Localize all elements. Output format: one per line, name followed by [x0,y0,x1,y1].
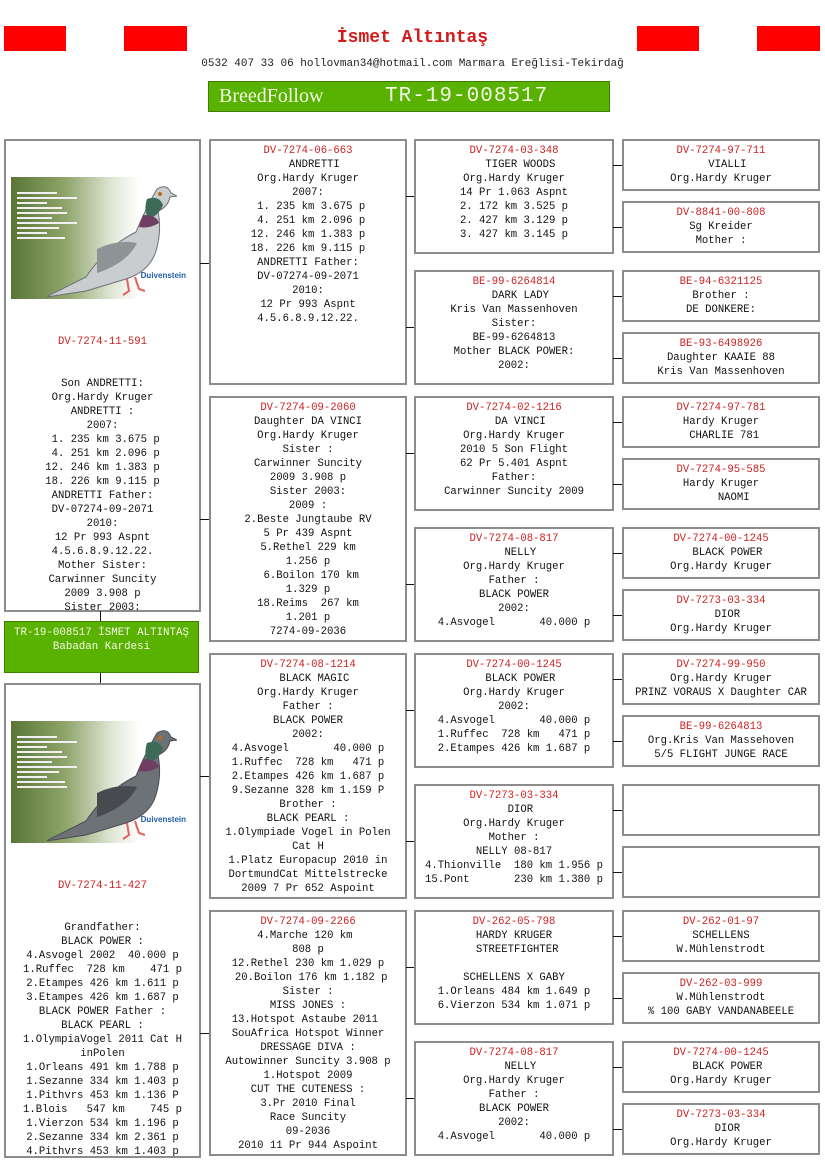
ring-number: DV-7274-97-711 [676,145,766,157]
great-great-grandparent-card[interactable] [622,715,820,767]
connector [100,673,101,683]
ring-number: BE-94-6321125 [679,276,763,288]
pedigree-line: 2010: [86,518,119,530]
pedigree-line: Org.Hardy Kruger [463,173,565,185]
ring-number: DV-7274-08-1214 [260,659,356,671]
subject-ring: TR-19-008517 [14,627,92,639]
pedigree-line: TIGER WOODS [472,159,556,171]
great-great-grandparent-card[interactable] [622,139,820,191]
pedigree-line: BLACK POWER Father : [38,1006,167,1018]
pedigree-line: 2009 7 Pr 652 Aspoint [241,883,375,895]
connector [200,776,209,777]
pedigree-line: DARK LADY [479,290,549,302]
pedigree-line: PRINZ VORAUS X Daughter CAR [635,687,807,699]
great-great-grandparent-card[interactable] [622,589,820,641]
pedigree-line: 4.Asvogel 40.000 p [231,743,385,755]
connector [613,741,622,742]
connector [613,872,622,873]
pedigree-line: 2007: [86,420,119,432]
pedigree-line: BLACK POWER [273,715,343,727]
pedigree-line: Mother BLACK POWER: [453,346,575,358]
pedigree-line: Carwinner Suncity 2009 [444,486,584,498]
pedigree-line: Father: [491,472,537,484]
pedigree-line: 1. 235 km 3.675 p [250,201,366,213]
pedigree-line: NELLY [491,547,537,559]
pedigree-line: 6.Boilon 170 km [257,570,359,582]
subject-card[interactable] [4,621,199,673]
pedigree-line: 5.Rethel 229 km [260,542,356,554]
great-great-grandparent-card[interactable] [622,1103,820,1155]
father-card[interactable] [4,139,201,612]
connector [406,453,414,454]
ring-number: DV-7274-06-663 [263,145,353,157]
connector [613,553,622,554]
pedigree-line: 12.Rethel 230 km 1.029 p [231,958,385,970]
pedigree-line: DortmundCat Mittelstrecke [228,869,388,881]
pedigree-line: 12. 246 km 1.383 p [250,229,366,241]
pedigree-line: 2. 427 km 3.129 p [459,215,569,227]
great-grandparent-card[interactable] [414,139,614,254]
pedigree-line: Brother : [692,290,750,302]
pedigree-line: 1.Hotspot 2009 [263,1070,353,1082]
great-grandparent-card[interactable] [414,653,614,768]
pedigree-line: 2009 3.908 p [64,588,141,600]
banner-ring: TR-19-008517 [385,85,549,108]
pedigree-line: 6.Vierzon 534 km 1.071 p [437,1000,591,1012]
pedigree-line: 2002: [498,1117,530,1129]
great-great-grandparent-card[interactable] [622,332,820,384]
pedigree-line: 5/5 FLIGHT JUNGE RACE [654,749,788,761]
father-photo [11,177,194,299]
pedigree-line: Kris Van Massenhoven [450,304,578,316]
pedigree-line: Kris Van Massenhoven [657,366,785,378]
great-great-grandparent-card[interactable] [622,201,820,253]
photo-logo: Duivenstein [140,815,186,824]
pedigree-line: BLACK POWER [479,589,549,601]
connector [406,710,414,711]
pedigree-line: VIALLI [695,159,747,171]
pedigree-line: DE DONKERE: [686,304,756,316]
great-great-grandparent-card[interactable] [622,653,820,705]
ring-number: DV-262-01-97 [682,916,760,928]
pedigree-line: 3. 427 km 3.145 p [459,229,569,241]
pedigree-line: 4.Asvogel 40.000 p [437,715,591,727]
pedigree-line: Sister 2003: [64,602,141,612]
pedigree-line: Mother : [695,235,747,247]
pedigree-line: DIOR [701,609,741,621]
pedigree-line: 2002: [498,603,530,615]
pedigree-line: Carwinner Suncity [253,458,363,470]
pedigree-line: Org.Hardy Kruger [463,818,565,830]
ring-number: DV-7274-00-1245 [673,533,769,545]
pedigree-line: 1.Orleans 491 km 1.788 p [26,1062,179,1074]
ring-number: DV-7273-03-334 [676,1109,766,1121]
pedigree-line: 1.201 p [285,612,331,624]
connector [613,296,622,297]
pedigree-line: 4.5.6.8.9.12.22. [257,313,359,325]
pedigree-line: Org.Hardy Kruger [670,1075,772,1087]
pedigree-line: 2002: [292,729,324,741]
pedigree-line: DRESSAGE DIVA : [260,1042,356,1054]
pedigree-line: 1.Ruffec 728 km 471 p [231,757,385,769]
mother-ring: DV-7274-11-427 [57,880,147,892]
connector [200,1033,209,1034]
pedigree-line: Org.Hardy Kruger [257,687,359,699]
pedigree-line: 1.Olympiade Vogel in Polen [225,827,391,839]
pedigree-line: 1.256 p [285,556,331,568]
pedigree-line: 20.Boilon 176 km 1.182 p [228,972,388,984]
pedigree-line: BLACK POWER [679,547,763,559]
connector [406,196,414,197]
pedigree-line: Org.Hardy Kruger [257,430,359,442]
pedigree-line: Cat H [292,841,324,853]
ring-number: DV-7274-95-585 [676,464,766,476]
pedigree-line: 4.Thionville 180 km 1.956 p [424,860,603,872]
pedigree-line: 4.Asvogel 40.000 p [437,1131,591,1143]
pedigree-line: 2002: [498,701,530,713]
pedigree-line: W.Mühlenstrodt [676,944,766,956]
pedigree-line: Org.Hardy Kruger [51,392,154,404]
pedigree-line: Sister : [282,444,334,456]
pedigree-line: 18. 226 km 9.115 p [250,243,366,255]
pedigree-line: inPolen [80,1048,125,1060]
pedigree-line: 12 Pr 993 Aspnt [54,532,151,544]
great-grandparent-card[interactable] [414,527,614,642]
pedigree-line: Race Suncity [269,1112,347,1124]
great-great-grandparent-card[interactable] [622,1041,820,1093]
grandparent-card[interactable] [209,910,407,1156]
pedigree-line: SCHELLENS [692,930,750,942]
ring-number: DV-7274-99-950 [676,659,766,671]
pedigree-line: 4. 251 km 2.096 p [45,448,160,460]
pedigree-line: BLACK POWER [679,1061,763,1073]
pedigree-line: Mother Sister: [57,560,147,572]
pedigree-line: 18. 226 km 9.115 p [45,476,160,488]
breeder-name: İsmet Altıntaş [336,28,489,48]
connector [406,584,414,585]
great-great-grandparent-card[interactable] [622,972,820,1024]
pedigree-line: BLACK POWER [479,1103,549,1115]
ring-number: DV-7274-03-348 [469,145,559,157]
ring-number: DV-7273-03-334 [469,790,559,802]
pedigree-line: 1.Blois 547 km 745 p [23,1104,182,1116]
great-great-grandparent-card[interactable] [622,458,820,510]
pedigree-line: 1.Platz Europacup 2010 in [228,855,388,867]
pedigree-line: Org.Hardy Kruger [257,173,359,185]
pedigree-line: Org.Hardy Kruger [670,173,772,185]
connector [613,1067,622,1068]
ring-number: DV-8841-00-808 [676,207,766,219]
ring-number: DV-7274-08-817 [469,533,559,545]
grandparent-card[interactable] [209,653,407,899]
pedigree-line: Org.Hardy Kruger [670,623,772,635]
pedigree-line: CUT THE CUTENESS : [250,1084,366,1096]
grandparent-card[interactable] [209,139,407,385]
pedigree-line: NAOMI [692,492,750,504]
pedigree-line: 2. 172 km 3.525 p [459,201,569,213]
connector [100,611,101,621]
pedigree-line: 2.Beste Jungtaube RV [244,514,372,526]
ring-number: DV-262-03-999 [679,978,763,990]
pedigree-line: BLACK POWER [472,673,556,685]
connector [613,484,622,485]
pedigree-line: HARDY KRUGER [475,930,553,942]
pedigree-line: DIOR [494,804,534,816]
pedigree-line: 1.Ruffec 728 km 471 p [23,964,182,976]
connector [613,998,622,999]
pedigree-line: 9.Sezanne 328 km 1.159 P [231,785,385,797]
pedigree-line: Sister: [491,318,537,330]
great-great-grandparent-card[interactable] [622,527,820,579]
pedigree-line: ANDRETTI Father: [51,490,154,502]
pedigree-line: Hardy Kruger [682,478,760,490]
connector [613,227,622,228]
connector [406,841,414,842]
mother-lines [6,921,199,1158]
pedigree-line: DV-07274-09-2071 [51,504,154,516]
pedigree-line: SCHELLENS X GABY [463,972,565,984]
pedigree-line: Org.Hardy Kruger [463,687,565,699]
subject-owner: İSMET ALTINTAŞ [98,627,189,639]
pedigree-line: 12 Pr 993 Aspnt [260,299,356,311]
pedigree-line: Mother : [488,832,540,844]
pedigree-line: BE-99-6264813 [472,332,556,344]
breedfollow-banner [208,81,610,112]
ring-number: DV-7274-00-1245 [673,1047,769,1059]
pedigree-line: SouAfrica Hotspot Winner [231,1028,385,1040]
pedigree-line: 3.Etampes 426 km 1.687 p [26,992,179,1004]
pedigree-line: 4.Asvogel 40.000 p [437,617,591,629]
pedigree-line: CHARLIE 781 [682,430,760,442]
great-great-grandparent-card[interactable] [622,910,820,962]
pedigree-line: Father : [282,701,334,713]
pedigree-line: MISS JONES : [269,1000,347,1012]
pedigree-line: Sister 2003: [269,486,347,498]
mother-photo [11,721,194,843]
pedigree-line: DV-07274-09-2071 [257,271,359,283]
pedigree-line: 18.Reims 267 km [257,598,359,610]
pedigree-line: 4.5.6.8.9.12.22. [51,546,154,558]
pedigree-line: ANDRETTI [276,159,340,171]
connector [613,1129,622,1130]
breeder-contact: 0532 407 33 06 hollovman34@hotmail.com Marmara Ereğlisi-Tekirdağ [201,58,624,70]
connector [406,1098,414,1099]
ring-number: DV-7274-97-781 [676,402,766,414]
connector [613,679,622,680]
pedigree-line: STREETFIGHTER [469,944,559,956]
connector [406,327,414,328]
connector [613,358,622,359]
pedigree-line: BLACK PEARL : [61,1020,144,1032]
pedigree-line: 7274-09-2036 [269,626,347,638]
pedigree-line: Brother : [279,799,337,811]
pedigree-line: 1.Orleans 484 km 1.649 p [437,986,591,998]
great-grandparent-card[interactable] [414,910,614,1025]
pedigree-line: NELLY [491,1061,537,1073]
connector [613,615,622,616]
pedigree-line: Sister : [282,986,334,998]
pedigree-line: Father : [488,575,540,587]
grandparent-card[interactable] [209,396,407,642]
connector [406,967,414,968]
connector [613,422,622,423]
great-great-grandparent-card[interactable] [622,396,820,448]
pedigree-line: 1.Sezanne 334 km 1.403 p [26,1076,179,1088]
pedigree-line: Org.Hardy Kruger [670,673,772,685]
pedigree-line: 1.329 p [285,584,331,596]
pedigree-line: 1. 235 km 3.675 p [45,434,160,446]
pedigree-line: 15.Pont 230 km 1.380 p [424,874,603,886]
pedigree-line: 09-2036 [285,1126,331,1138]
father-lines [6,377,199,612]
pedigree-line: W.Mühlenstrodt [676,992,766,1004]
pedigree-line: 808 p [292,944,324,956]
pedigree-line: Sg Kreider [689,221,753,233]
great-great-grandparent-card[interactable] [622,846,820,898]
pedigree-line: 2.Sezanne 334 km 2.361 p [26,1132,179,1144]
pedigree-line: Org.Kris Van Massehoven [647,735,795,747]
great-grandparent-card[interactable] [414,270,614,385]
mother-card[interactable] [4,683,201,1158]
banner-brand: BreedFollow [219,85,324,107]
pedigree-line: Daughter KAAIE 88 [666,352,776,364]
pedigree-line: 4. 251 km 2.096 p [250,215,366,227]
great-great-grandparent-card[interactable] [622,784,820,836]
pedigree-line: Org.Hardy Kruger [670,561,772,573]
great-grandparent-card[interactable] [414,396,614,511]
pedigree-line: DIOR [701,1123,741,1135]
father-ring: DV-7274-11-591 [57,336,147,348]
ring-number: DV-7274-09-2266 [260,916,356,928]
pedigree-line: 2007: [292,187,324,199]
great-grandparent-card[interactable] [414,784,614,899]
pedigree-line: Hardy Kruger [682,416,760,428]
pedigree-line: Org.Hardy Kruger [670,1137,772,1149]
pedigree-line: 4.Pithvrs 453 km 1.403 p [26,1146,179,1158]
pedigree-line: 2002: [498,360,530,372]
pedigree-line: 12. 246 km 1.383 p [45,462,160,474]
pedigree-line: Org.Hardy Kruger [463,430,565,442]
connector [200,263,209,264]
pedigree-line: 3.Pr 2010 Final [260,1098,356,1110]
ring-number: DV-7274-00-1245 [466,659,562,671]
pedigree-line: 2009 3.908 p [269,472,347,484]
ring-number: BE-99-6264814 [472,276,556,288]
pedigree-line: 1.Vierzon 534 km 1.196 p [26,1118,179,1130]
pedigree-line: 62 Pr 5.401 Aspnt [459,458,569,470]
pedigree-line: 1.Pithvrs 453 km 1.136 P [26,1090,179,1102]
pedigree-line: 1.Ruffec 728 km 471 p [437,729,591,741]
pedigree-line: Org.Hardy Kruger [463,561,565,573]
pedigree-line: 2.Etampes 426 km 1.611 p [26,978,179,990]
ring-number: DV-7274-08-817 [469,1047,559,1059]
pedigree-line [416,957,612,971]
connector [613,936,622,937]
pedigree-line: NELLY 08-817 [475,846,553,858]
ring-number: BE-93-6498926 [679,338,763,350]
pedigree-line: BLACK POWER : [61,936,144,948]
pedigree-line: ANDRETTI : [70,406,135,418]
ring-number: DV-7274-02-1216 [466,402,562,414]
pedigree-line: BLACK MAGIC [266,673,350,685]
pedigree-line: Org.Hardy Kruger [463,1075,565,1087]
pedigree-line: % 100 GABY VANDANABEELE [647,1006,795,1018]
pedigree-line: Autowinner Suncity 3.908 p [225,1056,391,1068]
pedigree-line: Daughter DA VINCI [253,416,363,428]
connector [613,810,622,811]
pedigree-line: DA VINCI [482,416,546,428]
great-grandparent-card[interactable] [414,1041,614,1156]
subject-note: Babadan Kardesi [52,641,151,653]
pedigree-line: Carwinner Suncity [48,574,157,586]
pedigree-line: 2010: [292,285,324,297]
pedigree-line: 2010 5 Son Flight [459,444,569,456]
ring-number: DV-7273-03-334 [676,595,766,607]
connector [613,165,622,166]
pedigree-line: 1.OlympiaVogel 2011 Cat H [23,1034,182,1046]
great-great-grandparent-card[interactable] [622,270,820,322]
connector [200,519,209,520]
pedigree-line: 2009 : [288,500,328,512]
pedigree-line: Grandfather: [64,922,141,934]
pedigree-line: 5 Pr 439 Aspnt [263,528,353,540]
pedigree-line: 2010 11 Pr 944 Aspoint [238,1140,378,1152]
pedigree-line: Son ANDRETTI: [61,378,144,390]
ring-number: DV-7274-09-2060 [260,402,356,414]
pedigree-line: 4.Asvogel 2002 40.000 p [26,950,179,962]
pedigree-line: 4.Marche 120 km [257,930,359,942]
ring-number: BE-99-6264813 [679,721,763,733]
pedigree-line: BLACK PEARL : [266,813,350,825]
ring-number: DV-262-05-798 [472,916,556,928]
pedigree-line: 2.Etampes 426 km 1.687 p [231,771,385,783]
photo-logo: Duivenstein [140,271,186,280]
pedigree-line: 14 Pr 1.063 Aspnt [459,187,569,199]
pedigree-line: 13.Hotspot Astaube 2011 [231,1014,385,1026]
pedigree-line: Father : [488,1089,540,1101]
pedigree-line: ANDRETTI Father: [257,257,359,269]
pedigree-line: 2.Etampes 426 km 1.687 p [437,743,591,755]
